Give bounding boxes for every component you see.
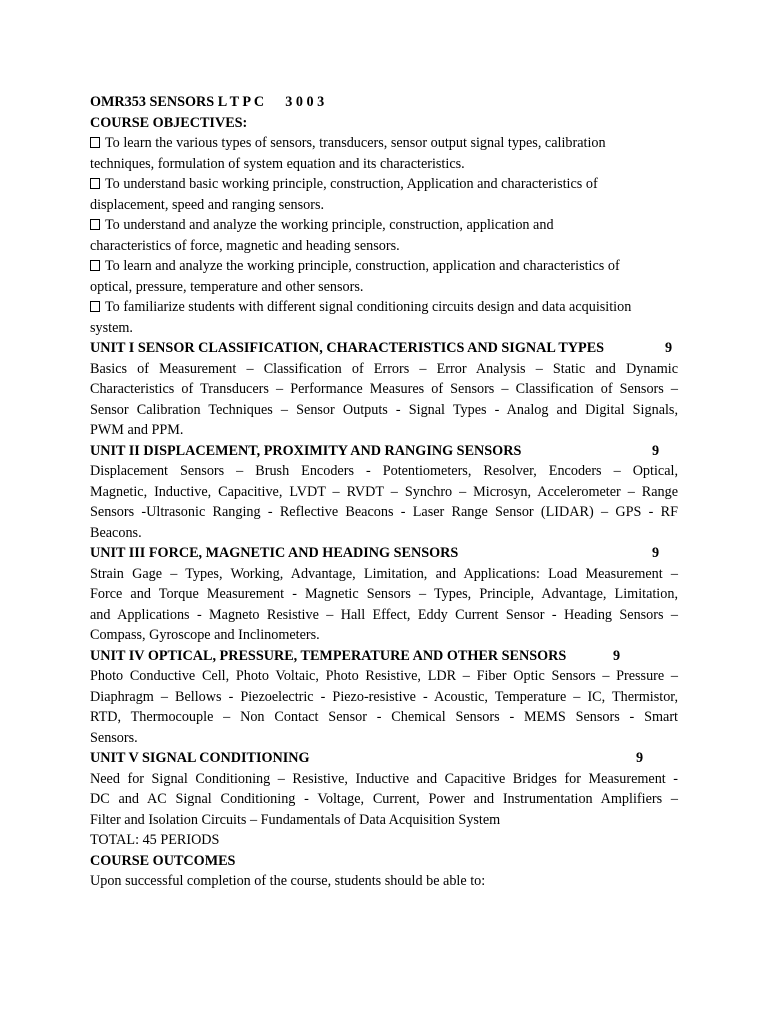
- unit-hours: 9: [652, 442, 660, 459]
- unit-text-line: Photo Conductive Cell, Photo Voltaic, Photo Resistive, LDR – Fiber Optic Sensors – Pressure –: [90, 668, 678, 684]
- unit-heading: [90, 543, 678, 564]
- unit-text-line: Filter and Isolation Circuits – Fundamentals of Data Acquisition System: [90, 811, 501, 828]
- unit-text-line: Sensor Calibration Techniques – Sensor Outputs - Signal Types - Analog and Digital Signals,: [90, 401, 678, 418]
- unit-title: UNIT IV OPTICAL, PRESSURE, TEMPERATURE AND OTHER SENSORS: [90, 647, 567, 664]
- course-code-title: OMR353 SENSORS L T P C: [90, 94, 265, 110]
- bullet-box-icon: [90, 219, 100, 230]
- unit-text-line: Magnetic, Inductive, Capacitive, LVDT – RVDT – Synchro – Microsyn, Accelerometer – Range: [90, 483, 678, 500]
- bullet-box-icon: [90, 137, 100, 148]
- unit-title: UNIT V SIGNAL CONDITIONING: [90, 750, 310, 766]
- course-header: [90, 92, 678, 113]
- unit-text-line: and Applications - Magneto Resistive – Hall Effect, Eddy Current Sensor - Heading Sensors –: [90, 606, 678, 623]
- objective-text: techniques, formulation of system equation and its characteristics.: [90, 155, 465, 172]
- outcomes-heading: COURSE OUTCOMES: [90, 852, 236, 869]
- unit-text-line: Sensors.: [90, 729, 138, 746]
- unit-text-line: DC and AC Signal Conditioning - Voltage, Current, Power and Instrumentation Amplifiers –: [90, 791, 678, 807]
- outcomes-intro: Upon successful completion of the course, students should be able to:: [90, 873, 486, 889]
- bullet-box-icon: [90, 260, 100, 271]
- unit-text-line: Diaphragm – Bellows - Piezoelectric - Piezo-resistive - Acoustic, Temperature – IC, Thermistor,: [90, 688, 678, 705]
- total-periods: TOTAL: 45 PERIODS: [90, 832, 220, 848]
- unit-text-line: Displacement Sensors – Brush Encoders - Potentiometers, Resolver, Encoders – Optical,: [90, 463, 678, 479]
- unit-text-line: Strain Gage – Types, Working, Advantage, Limitation, and Applications: Load Measurement –: [90, 565, 678, 582]
- objective-text: optical, pressure, temperature and other sensors.: [90, 278, 364, 295]
- objective-item: [90, 215, 678, 256]
- objective-text: To familiarize students with different signal conditioning circuits design and data acquisition: [105, 299, 632, 315]
- unit-text-line: PWM and PPM.: [90, 422, 184, 438]
- unit-title: UNIT I SENSOR CLASSIFICATION, CHARACTERISTICS AND SIGNAL TYPES: [90, 340, 605, 356]
- objective-text: system.: [90, 319, 133, 336]
- objective-text: To learn and analyze the working principle, construction, application and characteristics of: [105, 258, 620, 274]
- unit-content: [90, 769, 678, 831]
- unit-heading: [90, 646, 678, 667]
- unit-heading: [90, 748, 678, 769]
- unit-hours: 9: [665, 340, 673, 356]
- objective-item: [90, 297, 678, 338]
- unit-heading: [90, 338, 678, 359]
- unit-text-line: Force and Torque Measurement - Magnetic Sensors – Types, Principle, Advantage, Limitation,: [90, 586, 678, 602]
- objective-item: [90, 174, 678, 215]
- unit-text-line: Need for Signal Conditioning – Resistive, Inductive and Capacitive Bridges for Measurement -: [90, 770, 678, 787]
- unit-title: UNIT II DISPLACEMENT, PROXIMITY AND RANGING SENSORS: [90, 442, 522, 459]
- unit-title: UNIT III FORCE, MAGNETIC AND HEADING SENSORS: [90, 545, 459, 561]
- unit-content: [90, 564, 678, 646]
- unit-text-line: RTD, Thermocouple – Non Contact Sensor - Chemical Sensors - MEMS Sensors - Smart: [90, 709, 678, 725]
- objective-text: characteristics of force, magnetic and heading sensors.: [90, 237, 400, 254]
- unit-content: [90, 359, 678, 441]
- objective-item: [90, 256, 678, 297]
- unit-content: [90, 666, 678, 748]
- unit-hours: 9: [613, 647, 621, 664]
- objective-text: To learn the various types of sensors, transducers, sensor output signal types, calibration: [105, 135, 606, 151]
- objective-text: To understand basic working principle, construction, Application and characteristics of: [105, 176, 598, 192]
- objective-text: displacement, speed and ranging sensors.: [90, 196, 325, 213]
- unit-text-line: Compass, Gyroscope and Inclinometers.: [90, 627, 320, 643]
- unit-text-line: Characteristics of Transducers – Performance Measures of Sensors – Classification of Sensors –: [90, 381, 678, 397]
- unit-content: [90, 461, 678, 543]
- unit-text-line: Basics of Measurement – Classification of Errors – Error Analysis – Static and Dynamic: [90, 360, 678, 377]
- course-credits: 3 0 0 3: [285, 94, 325, 110]
- bullet-box-icon: [90, 301, 100, 312]
- objective-item: [90, 133, 678, 174]
- objectives-heading: COURSE OBJECTIVES:: [90, 114, 248, 131]
- unit-text-line: Beacons.: [90, 524, 142, 541]
- unit-hours: 9: [652, 545, 660, 561]
- unit-hours: 9: [636, 750, 644, 766]
- unit-heading: [90, 441, 678, 462]
- bullet-box-icon: [90, 178, 100, 189]
- syllabus-document: [90, 92, 678, 892]
- unit-text-line: Sensors -Ultrasonic Ranging - Reflective Beacons - Laser Range Sensor (LIDAR) – GPS - RF: [90, 504, 678, 520]
- objective-text: To understand and analyze the working principle, construction, application and: [105, 217, 554, 233]
